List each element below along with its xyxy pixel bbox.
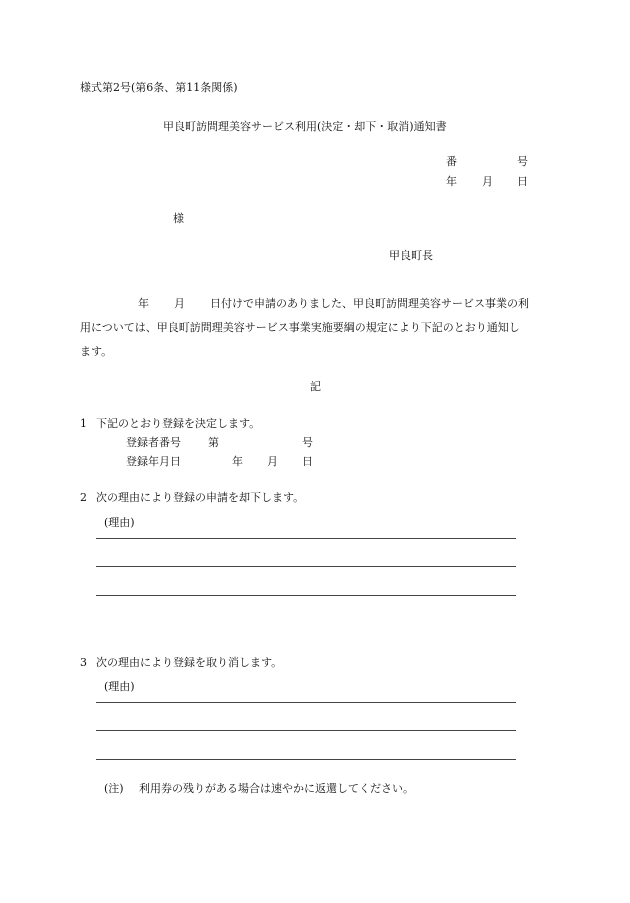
doc-number-ban: 番 <box>446 155 457 168</box>
document-title: 甲良町訪問理美容サービス利用(決定・却下・取消)通知書 <box>163 120 447 133</box>
registration-date-label: 登録年月日 <box>126 455 181 468</box>
doc-date-month: 月 <box>482 175 493 188</box>
registration-date-year: 年 <box>232 455 243 468</box>
section1-number: 1 <box>80 417 87 430</box>
section2-number: 2 <box>80 491 87 504</box>
section2-text: 次の理由により登録の申請を却下します。 <box>96 491 305 504</box>
section3-reason-line <box>96 759 516 760</box>
body-month: 月 <box>174 297 185 310</box>
body-line-1: 日付けで申請のありました、甲良町訪問理美容サービス事業の利 <box>210 297 529 310</box>
doc-date-day: 日 <box>517 175 528 188</box>
registration-number-label: 登録者番号 <box>126 436 181 449</box>
body-line-2: 用については、甲良町訪問理美容サービス事業実施要綱の規定により下記のとおり通知し <box>80 321 520 334</box>
registration-number-dai: 第 <box>208 436 219 449</box>
recipient-suffix: 様 <box>173 212 184 225</box>
note-text: 利用券の残りがある場合は速やかに返還してください。 <box>139 782 414 795</box>
ki-heading: 記 <box>310 380 321 393</box>
section3-reason-line <box>96 730 516 731</box>
section3-reason-line <box>96 702 516 703</box>
body-year: 年 <box>138 297 149 310</box>
doc-date-year: 年 <box>446 175 457 188</box>
registration-date-month: 月 <box>267 455 278 468</box>
section3-reason-label: (理由) <box>104 680 135 693</box>
section1-text: 下記のとおり登録を決定します。 <box>96 417 261 430</box>
registration-number-go: 号 <box>302 436 313 449</box>
body-line-3: ます。 <box>80 345 113 358</box>
form-label: 様式第2号(第6条、第11条関係) <box>80 81 238 94</box>
section3-text: 次の理由により登録を取り消します。 <box>96 656 283 669</box>
section2-reason-label: (理由) <box>104 516 135 529</box>
section2-reason-line <box>96 566 516 567</box>
section2-reason-line <box>96 595 516 596</box>
section2-reason-line <box>96 538 516 539</box>
doc-number-go: 号 <box>517 155 528 168</box>
issuer: 甲良町長 <box>389 249 433 262</box>
note-label: (注) <box>104 782 124 795</box>
registration-date-day: 日 <box>302 455 313 468</box>
section3-number: 3 <box>80 656 87 669</box>
